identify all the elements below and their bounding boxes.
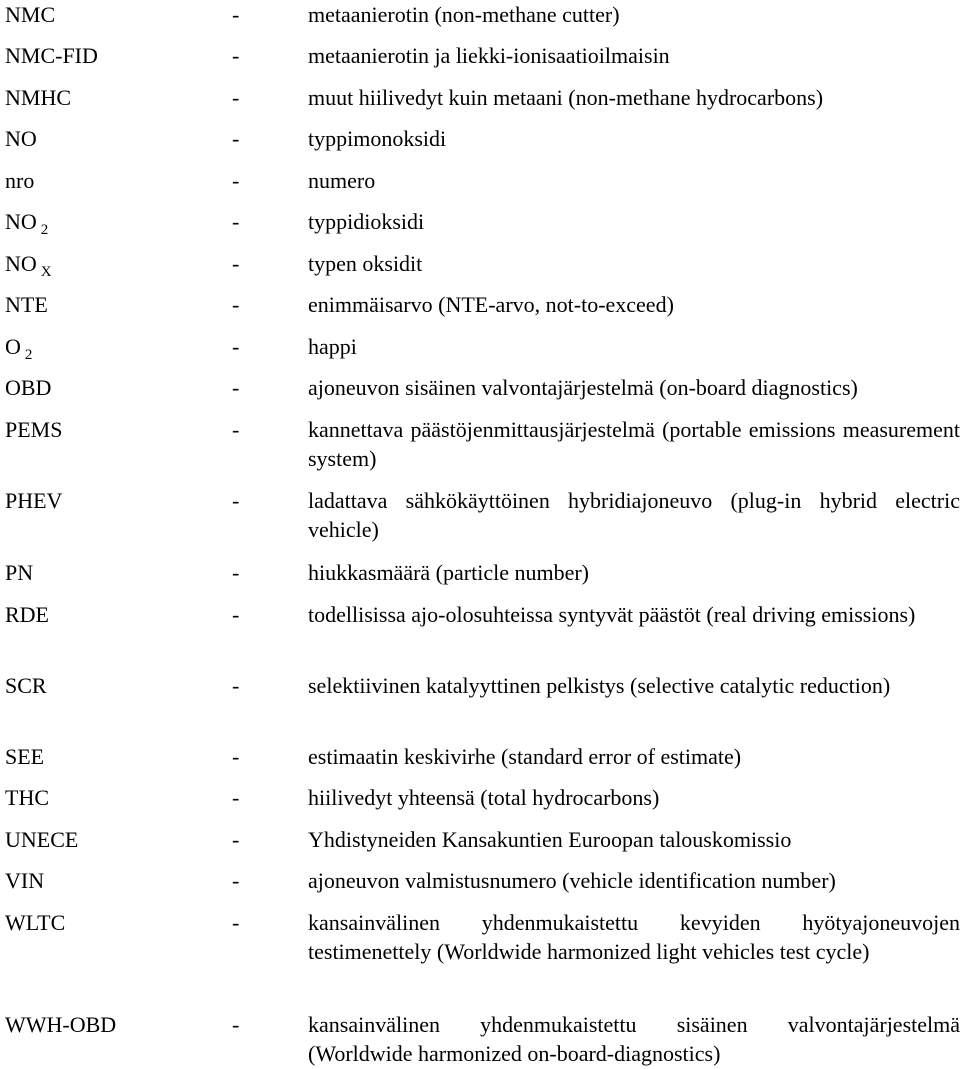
abbreviation-term xyxy=(5,558,33,587)
definition-text: typen oksidit xyxy=(308,251,423,276)
abbreviation-text: PN xyxy=(5,560,34,585)
definition-text: selektiivinen katalyyttinen pelkistys (selective catalytic reduction) xyxy=(308,673,891,698)
separator-dash: - xyxy=(232,744,240,769)
separator-dash: - xyxy=(232,602,240,627)
abbreviation-text: SCR xyxy=(5,673,47,698)
abbreviation-text: RDE xyxy=(5,602,49,627)
abbreviation-text: O xyxy=(5,334,21,359)
definition-text: muut hiilivedyt kuin metaani (non-methane hydrocarbons) xyxy=(308,85,824,110)
abbreviation-text: NO xyxy=(5,251,37,276)
separator-dash: - xyxy=(232,375,240,400)
abbreviation-term xyxy=(5,600,49,629)
abbreviation-term xyxy=(5,1010,116,1039)
abbreviation-text: NTE xyxy=(5,292,48,317)
definition-text: ajoneuvon valmistusnumero (vehicle identification number) xyxy=(308,868,836,893)
abbreviation-subscript: X xyxy=(40,264,52,280)
abbreviation-text: PEMS xyxy=(5,417,63,442)
definition-text: kansainvälinen yhdenmukaistettu sisäinen valvontajärjestelmä (Worldwide harmonized on-board-diagnostics) xyxy=(308,1012,960,1066)
separator-dash: - xyxy=(232,1012,240,1037)
separator-dash: - xyxy=(232,785,240,810)
abbreviation-term xyxy=(5,908,65,937)
abbreviation-text: NMC-FID xyxy=(5,43,98,68)
separator-dash: - xyxy=(232,251,240,276)
abbreviation-term xyxy=(5,671,47,700)
separator-dash: - xyxy=(232,2,240,27)
abbreviation-term xyxy=(5,290,48,319)
definition-text: happi xyxy=(308,334,357,359)
definition-text: hiilivedyt yhteensä (total hydrocarbons) xyxy=(308,785,660,810)
abbreviation-text: WWH-OBD xyxy=(5,1012,117,1037)
definition-text: Yhdistyneiden Kansakuntien Euroopan talouskomissio xyxy=(308,827,792,852)
definition-text: metaanierotin ja liekki-ionisaatioilmaisin xyxy=(308,43,670,68)
definition-text: hiukkasmäärä (particle number) xyxy=(308,560,589,585)
definition-text: ajoneuvon sisäinen valvontajärjestelmä (on-board diagnostics) xyxy=(308,375,858,400)
abbreviation-term xyxy=(5,742,44,771)
abbreviation-text: NMHC xyxy=(5,85,72,110)
abbreviation-subscript: 2 xyxy=(24,347,33,363)
abbreviation-term xyxy=(5,783,49,812)
abbreviation-text: VIN xyxy=(5,868,45,893)
abbreviation-term xyxy=(5,83,71,112)
abbreviation-text: NMC xyxy=(5,2,56,27)
definition-text: kansainvälinen yhdenmukaistettu kevyiden hyötyajoneuvojen testimenettely (Worldwide harmonized light vehicles test cycle) xyxy=(308,910,960,964)
definition-text: todellisissa ajo-olosuhteissa syntyvät päästöt (real driving emissions) xyxy=(308,602,916,627)
separator-dash: - xyxy=(232,560,240,585)
abbreviation-term xyxy=(5,866,44,895)
definition-text: enimmäisarvo (NTE-arvo, not-to-exceed) xyxy=(308,292,674,317)
separator-dash: - xyxy=(232,488,240,513)
separator-dash: - xyxy=(232,85,240,110)
separator-dash: - xyxy=(232,126,240,151)
definition-text: metaanierotin (non-methane cutter) xyxy=(308,2,620,27)
abbreviation-text: SEE xyxy=(5,744,45,769)
abbreviation-subscript: 2 xyxy=(40,222,49,238)
abbreviation-text: PHEV xyxy=(5,488,63,513)
separator-dash: - xyxy=(232,417,240,442)
abbreviation-text: OBD xyxy=(5,375,52,400)
separator-dash: - xyxy=(232,827,240,852)
separator-dash: - xyxy=(232,292,240,317)
abbreviation-term xyxy=(5,249,52,282)
abbreviation-term xyxy=(5,0,55,29)
abbreviation-text: WLTC xyxy=(5,910,66,935)
abbreviation-term xyxy=(5,373,51,402)
abbreviation-term xyxy=(5,207,48,240)
definition-text: typpimonoksidi xyxy=(308,126,447,151)
abbreviation-term xyxy=(5,166,34,195)
definition-text: numero xyxy=(308,168,376,193)
definition-text: typpidioksidi xyxy=(308,209,425,234)
abbreviation-term xyxy=(5,41,98,70)
abbreviation-text: NO xyxy=(5,209,37,234)
abbreviation-term xyxy=(5,124,37,153)
abbreviation-term xyxy=(5,825,78,854)
separator-dash: - xyxy=(232,43,240,68)
abbreviation-text: UNECE xyxy=(5,827,79,852)
abbreviation-text: NO xyxy=(5,126,37,151)
abbreviation-term xyxy=(5,332,32,365)
abbreviation-term xyxy=(5,486,62,515)
definition-text: kannettava päästöjenmittausjärjestelmä (portable emissions measurement system) xyxy=(308,417,960,471)
abbreviation-text: THC xyxy=(5,785,49,810)
definition-text: estimaatin keskivirhe (standard error of estimate) xyxy=(308,744,742,769)
abbreviation-term xyxy=(5,415,62,444)
abbreviation-text: nro xyxy=(5,168,35,193)
definition-text: ladattava sähkökäyttöinen hybridiajoneuvo (plug-in hybrid electric vehicle) xyxy=(308,488,960,542)
separator-dash: - xyxy=(232,168,240,193)
separator-dash: - xyxy=(232,673,240,698)
separator-dash: - xyxy=(232,910,240,935)
separator-dash: - xyxy=(232,334,240,359)
separator-dash: - xyxy=(232,209,240,234)
separator-dash: - xyxy=(232,868,240,893)
